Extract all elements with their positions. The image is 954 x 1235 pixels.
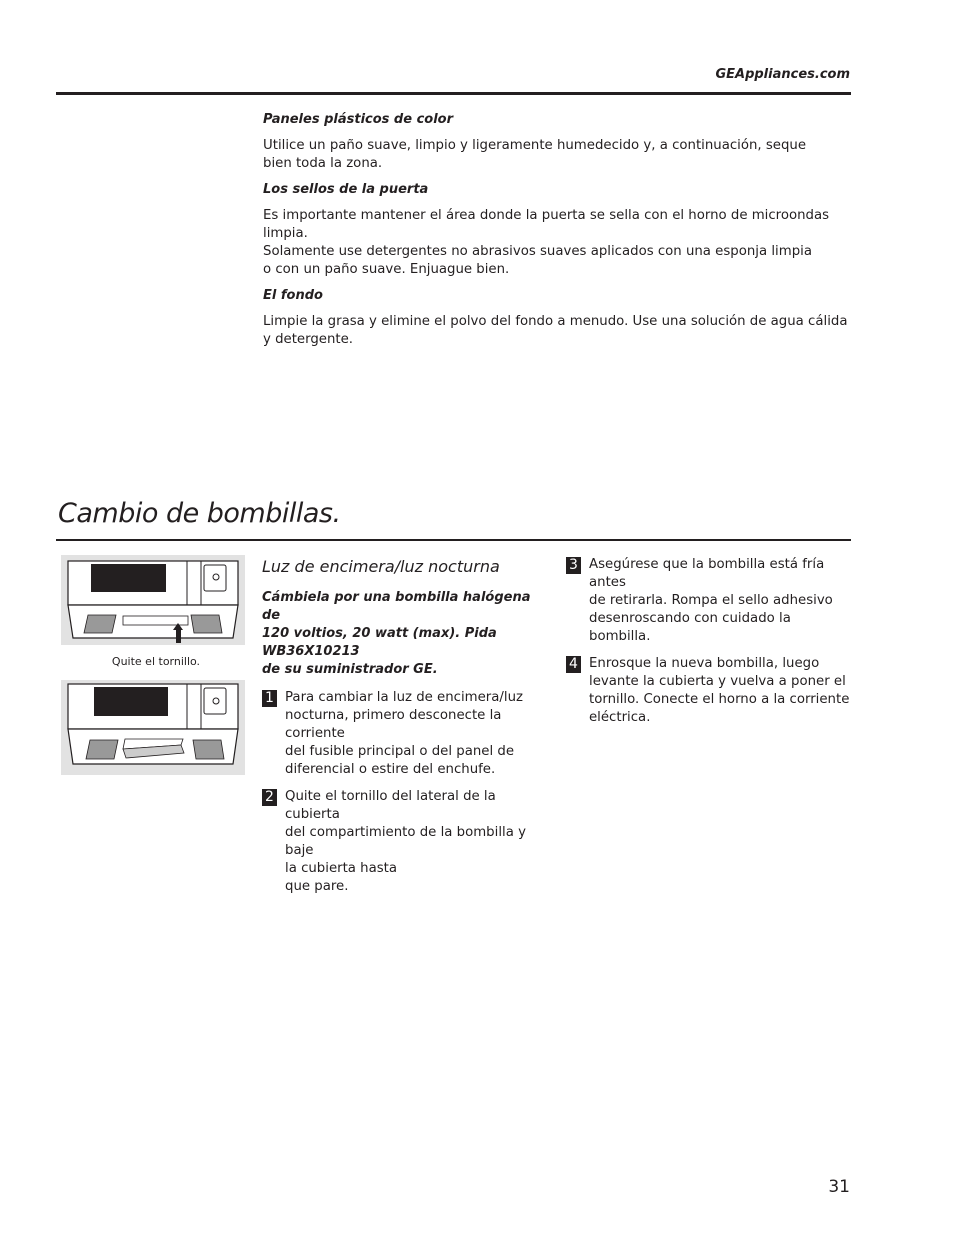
step-text: Para cambiar la luz de encimera/luz nocturna, primero desconecte la corriente del fusible principal o del panel de diferencial o estire del enchufe. [285, 690, 523, 777]
care-text-door-seals: Es importante mantener el área donde la puerta se sella con el horno de microondas limpia. Solamente use detergentes no abrasivos suaves aplicados con una esponja limpia o con un paño suave. Enjuague bien. [263, 208, 830, 277]
step-text: Quite el tornillo del lateral de la cubierta del compartimiento de la bombilla y baje la cubierta hasta que pare. [285, 789, 526, 894]
care-heading-door-seals: Los sellos de la puerta [263, 182, 429, 197]
step-1 [262, 689, 552, 779]
instructions-column-2 [566, 556, 850, 736]
step-number: 4 [566, 656, 581, 673]
step-number: 2 [262, 789, 277, 806]
step-2 [262, 788, 552, 896]
top-rule [56, 92, 851, 95]
step-3 [566, 556, 850, 646]
care-heading-panels: Paneles plásticos de color [263, 112, 454, 127]
step-number: 3 [566, 557, 581, 574]
light-subheading: Luz de encimera/luz nocturna [262, 557, 500, 576]
step-text: Enrosque la nueva bombilla, luego levante la cubierta y vuelva a poner el tornillo. Conecte el horno a la corriente eléctrica. [589, 656, 850, 725]
website-header: GEAppliances.com [715, 67, 850, 82]
section-title: Cambio de bombillas. [58, 498, 341, 529]
figure-cover-lowered [61, 680, 245, 775]
page-number: 31 [828, 1177, 850, 1197]
section-rule [56, 539, 851, 541]
bulb-spec-intro: Cámbiela por una bombilla halógena de 120 voltios, 20 watt (max). Pida WB36X10213 de su suministrador GE. [262, 590, 531, 677]
figure-remove-screw [61, 555, 245, 645]
cleaning-section [263, 111, 848, 357]
care-heading-bottom: El fondo [263, 288, 323, 303]
instructions-column-1 [262, 556, 552, 905]
step-text: Asegúrese que la bombilla está fría antes de retirarla. Rompa el sello adhesivo desenroscando con cuidado la bombilla. [589, 557, 833, 644]
step-4 [566, 655, 850, 727]
care-text-panels: Utilice un paño suave, limpio y ligeramente humedecido y, a continuación, seque bien toda la zona. [263, 138, 807, 171]
microwave-illustration-1 [61, 555, 245, 645]
step-number: 1 [262, 690, 277, 707]
microwave-illustration-2 [61, 680, 245, 775]
figure-caption: Quite el tornillo. [111, 655, 201, 668]
care-text-bottom: Limpie la grasa y elimine el polvo del fondo a menudo. Use una solución de agua cálida y detergente. [263, 314, 848, 347]
